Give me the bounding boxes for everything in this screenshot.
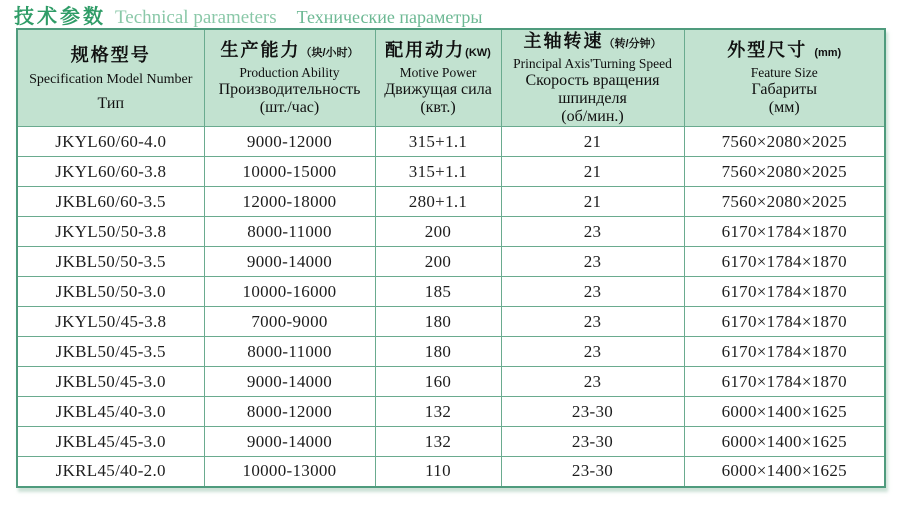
cell-production-ability: 8000-11000 <box>204 217 375 247</box>
header-zh-label: 规格型号 <box>70 44 151 65</box>
cell-feature-size: 6170×1784×1870 <box>684 307 885 337</box>
cell-motive-power: 200 <box>375 247 501 277</box>
title-chinese: 技术参数 <box>14 6 106 28</box>
cell-production-ability: 12000-18000 <box>204 187 375 217</box>
table-row <box>17 367 885 397</box>
table-row <box>17 427 885 457</box>
cell-motive-power: 315+1.1 <box>375 127 501 157</box>
header-zh-label: 主轴转速（转/分钟） <box>523 31 662 51</box>
header-feature-size <box>684 29 885 127</box>
header-row <box>17 29 885 127</box>
cell-motive-power: 160 <box>375 367 501 397</box>
cell-motive-power: 110 <box>375 457 501 487</box>
header-zh-unit: (mm) <box>814 47 842 59</box>
header-en-label: Feature Size <box>750 65 818 80</box>
cell-spindle-speed: 21 <box>501 157 684 187</box>
cell-model-number: JKBL50/50-3.5 <box>17 247 204 277</box>
table-row <box>17 397 885 427</box>
table-row <box>17 247 885 277</box>
table-row <box>17 457 885 487</box>
cell-production-ability: 7000-9000 <box>204 307 375 337</box>
page-title <box>14 0 483 26</box>
cell-production-ability: 10000-15000 <box>204 157 375 187</box>
header-zh-label: 生产能力（块/小时） <box>220 40 359 60</box>
header-en-label: Specification Model Number <box>29 71 193 87</box>
cell-motive-power: 132 <box>375 427 501 457</box>
title-english: Technical parameters <box>115 7 277 28</box>
cell-production-ability: 8000-11000 <box>204 337 375 367</box>
cell-motive-power: 180 <box>375 337 501 367</box>
cell-feature-size: 6000×1400×1625 <box>684 457 885 487</box>
cell-motive-power: 185 <box>375 277 501 307</box>
header-production-ability <box>204 29 375 127</box>
cell-model-number: JKRL45/40-2.0 <box>17 457 204 487</box>
cell-motive-power: 280+1.1 <box>375 187 501 217</box>
cell-model-number: JKYL60/60-4.0 <box>17 127 204 157</box>
table-row <box>17 157 885 187</box>
cell-spindle-speed: 23 <box>501 307 684 337</box>
cell-model-number: JKBL45/45-3.0 <box>17 427 204 457</box>
cell-feature-size: 6000×1400×1625 <box>684 427 885 457</box>
table-row <box>17 277 885 307</box>
cell-model-number: JKBL50/45-3.5 <box>17 337 204 367</box>
cell-model-number: JKBL45/40-3.0 <box>17 397 204 427</box>
table-row <box>17 337 885 367</box>
cell-model-number: JKBL50/50-3.0 <box>17 277 204 307</box>
header-spindle-speed <box>501 29 684 127</box>
cell-motive-power: 180 <box>375 307 501 337</box>
header-zh-unit: (KW) <box>465 47 491 59</box>
cell-feature-size: 6170×1784×1870 <box>684 217 885 247</box>
title-russian: Технические параметры <box>296 7 483 27</box>
header-ru-unit: (мм) <box>768 99 800 116</box>
cell-feature-size: 6170×1784×1870 <box>684 367 885 397</box>
cell-feature-size: 6170×1784×1870 <box>684 277 885 307</box>
cell-spindle-speed: 23-30 <box>501 427 684 457</box>
header-ru-label: Тип <box>97 94 124 112</box>
cell-production-ability: 10000-13000 <box>204 457 375 487</box>
header-ru-label: Габариты <box>751 81 817 98</box>
cell-motive-power: 315+1.1 <box>375 157 501 187</box>
cell-production-ability: 9000-14000 <box>204 247 375 277</box>
cell-model-number: JKBL50/45-3.0 <box>17 367 204 397</box>
cell-model-number: JKYL50/50-3.8 <box>17 217 204 247</box>
header-motive-power <box>375 29 501 127</box>
cell-motive-power: 200 <box>375 217 501 247</box>
cell-feature-size: 6000×1400×1625 <box>684 397 885 427</box>
cell-model-number: JKYL60/60-3.8 <box>17 157 204 187</box>
cell-spindle-speed: 23 <box>501 367 684 397</box>
header-specification-model <box>17 29 204 127</box>
header-ru-unit: (шт./час) <box>259 99 320 116</box>
table-row <box>17 187 885 217</box>
cell-production-ability: 8000-12000 <box>204 397 375 427</box>
header-en-label: Motive Power <box>399 65 477 80</box>
header-zh-label: 配用动力(KW) <box>385 40 491 60</box>
cell-feature-size: 6170×1784×1870 <box>684 247 885 277</box>
header-ru-unit: (об/мин.) <box>561 108 624 125</box>
cell-spindle-speed: 23 <box>501 337 684 367</box>
table-row <box>17 127 885 157</box>
cell-feature-size: 7560×2080×2025 <box>684 127 885 157</box>
cell-feature-size: 6170×1784×1870 <box>684 337 885 367</box>
cell-feature-size: 7560×2080×2025 <box>684 157 885 187</box>
cell-production-ability: 10000-16000 <box>204 277 375 307</box>
cell-spindle-speed: 23 <box>501 217 684 247</box>
cell-feature-size: 7560×2080×2025 <box>684 187 885 217</box>
cell-production-ability: 9000-14000 <box>204 367 375 397</box>
header-zh-unit: （转/分钟） <box>603 38 662 50</box>
header-en-label: Principal Axis'Turning Speed <box>513 56 672 71</box>
header-ru-label: Скорость вращения шпинделя <box>525 72 660 107</box>
header-ru-label: Производительность <box>218 81 361 98</box>
header-zh-label: 外型尺寸 (mm) <box>727 40 842 60</box>
header-ru-label: Движущая сила <box>384 81 492 98</box>
cell-production-ability: 9000-14000 <box>204 427 375 457</box>
cell-production-ability: 9000-12000 <box>204 127 375 157</box>
cell-motive-power: 132 <box>375 397 501 427</box>
header-en-label: Production Ability <box>239 65 340 80</box>
table-row <box>17 217 885 247</box>
cell-spindle-speed: 23 <box>501 277 684 307</box>
cell-spindle-speed: 23-30 <box>501 457 684 487</box>
technical-parameters-table <box>16 28 886 488</box>
header-zh-unit: （块/小时） <box>300 47 359 59</box>
cell-spindle-speed: 21 <box>501 127 684 157</box>
cell-model-number: JKBL60/60-3.5 <box>17 187 204 217</box>
cell-spindle-speed: 23-30 <box>501 397 684 427</box>
cell-spindle-speed: 21 <box>501 187 684 217</box>
cell-model-number: JKYL50/45-3.8 <box>17 307 204 337</box>
header-ru-unit: (квт.) <box>420 99 456 116</box>
cell-spindle-speed: 23 <box>501 247 684 277</box>
table-row <box>17 307 885 337</box>
